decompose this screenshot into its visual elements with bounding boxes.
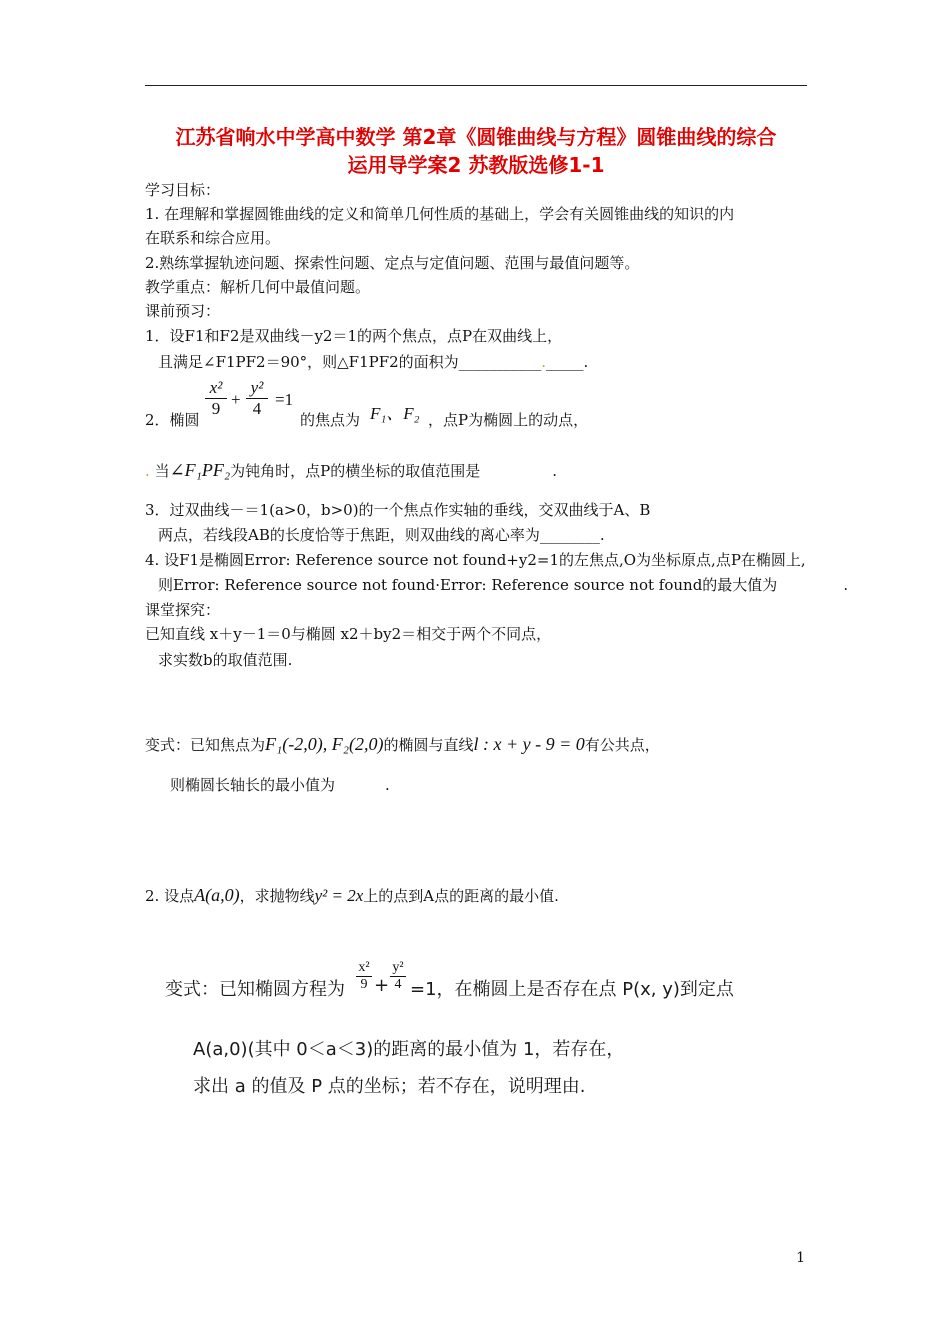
scan-frac2-den: 4: [394, 977, 402, 992]
q2b-end: .: [552, 462, 558, 480]
question1-blank2: _____.: [545, 353, 589, 371]
e2-point: A(a,0): [194, 885, 240, 905]
scan-line1-suffix: =1，在椭圆上是否存在点 P(x, y)到定点: [410, 979, 734, 1000]
question1-line2: [158, 352, 588, 372]
explore1-line2: 求实数b的取值范围.: [158, 651, 293, 669]
scan-line1-prefix: 变式：已知椭圆方程为: [165, 979, 345, 1000]
q2-fraction-x: [205, 378, 227, 419]
goal1-line1: 1. 在理解和掌握圆锥曲线的定义和简单几何性质的基础上，学会有关圆锥曲线的知识的内: [145, 205, 735, 223]
var1-line: l : x + y - 9 = 0: [473, 734, 585, 754]
key-point: 教学重点：解析几何中最值问题。: [145, 278, 371, 296]
question4-line2: [158, 575, 848, 595]
question3-line1: 3．过双曲线－＝1(a>0，b>0)的一个焦点作实轴的垂线，交双曲线于A、B: [145, 501, 651, 519]
question1-text: 且满足∠F1PF2＝90°，则△F1PF2的面积为: [158, 353, 459, 371]
e2-parabola: y² = 2x: [314, 886, 364, 905]
var1-mid: 的椭圆与直线: [383, 736, 474, 754]
header-rule: [145, 85, 807, 86]
var1-suffix: 有公共点，: [584, 736, 660, 754]
scan-frac1-num: x²: [358, 960, 370, 975]
question3-line2: 两点，若线段AB的长度恰等于焦距，则双曲线的离心率为________.: [158, 526, 605, 544]
goal1-line2: 在联系和综合应用。: [145, 229, 281, 247]
explore1-line1: 已知直线 x＋y－1＝0与椭圆 x2＋by2＝相交于两个不同点，: [145, 625, 552, 643]
explore-heading: 课堂探究：: [145, 601, 221, 619]
q2-suffix: ，点P为椭圆上的动点，: [428, 411, 589, 429]
question1-blank: ___________: [458, 353, 542, 371]
q4-end: .: [843, 576, 849, 594]
document-title-line2: 运用导学案2 苏教版选修1-1: [347, 153, 605, 177]
scan-plus: +: [374, 975, 390, 996]
question2-prefix: 2．椭圆: [145, 411, 200, 429]
var1-b: 则椭圆长轴长的最小值为: [170, 776, 336, 794]
q2-equals-one: =1: [275, 390, 294, 409]
q2-frac2-den: 4: [252, 399, 262, 418]
q2-frac1-den: 9: [211, 399, 221, 418]
q2-fraction-y: [246, 378, 268, 419]
variant1-line1: [145, 734, 660, 755]
question4-line1: 4. 设F1是椭圆Error: Reference source not found+y2=1的左焦点,O为坐标原点,点P在椭圆上,: [145, 551, 806, 569]
scan-frac1-den: 9: [360, 977, 368, 992]
question1-line1: 1．设F1和F2是双曲线－y2＝1的两个焦点，点P在双曲线上，: [145, 327, 563, 345]
goals-heading: 学习目标：: [145, 181, 221, 199]
e2-mid: ，求抛物线: [239, 887, 315, 905]
var1-prefix: 变式：已知焦点为: [145, 736, 266, 754]
q4-text: 则Error: Reference source not found·Error: Reference source not found的最大值为: [158, 576, 778, 594]
q2-plus: +: [231, 390, 241, 409]
document-title-line1: 江苏省响水中学高中数学 第2章《圆锥曲线与方程》圆锥曲线的综合: [175, 125, 777, 149]
e2-suffix: 上的点到A点的距离的最小值.: [363, 887, 559, 905]
scan-fraction-y: [390, 960, 406, 993]
explore2: [145, 885, 559, 906]
page-number: 1: [796, 1250, 805, 1266]
var1-foci: F₁(-2,0), F₂(2,0): [265, 734, 384, 754]
goal2: 2.熟练掌握轨迹问题、探索性问题、定点与定值问题、范围与最值问题等。: [145, 254, 640, 272]
scan-fraction-x: [356, 960, 372, 993]
q2-frac1-num: x²: [209, 378, 223, 397]
scan-line2: A(a,0)(其中 0＜a＜3)的距离的最小值为 1，若存在，: [193, 1039, 625, 1060]
q2b-angle: ∠F₁PF₂: [169, 460, 231, 480]
question2-line2: . 当∠F₁PF₂为钝角时，点P的横坐标的取值范围是 .: [145, 460, 558, 480]
q2b-prefix: 当: [154, 462, 170, 480]
q2-foci: F₁、F₂: [370, 404, 420, 423]
q2-mid: 的焦点为: [300, 411, 361, 429]
scan-frac2-num: y²: [392, 960, 404, 975]
variant1-line2: [170, 775, 390, 795]
q2b-suffix: 为钝角时，点P的横坐标的取值范围是: [230, 462, 481, 480]
var1-end: .: [385, 776, 390, 794]
q2-frac2-num: y²: [250, 378, 264, 397]
scan-line3: 求出 a 的值及 P 点的坐标；若不存在，说明理由.: [193, 1076, 586, 1097]
e2-prefix: 2. 设点: [145, 887, 195, 905]
decorative-dot: .: [541, 353, 546, 371]
preview-heading: 课前预习：: [145, 302, 221, 320]
